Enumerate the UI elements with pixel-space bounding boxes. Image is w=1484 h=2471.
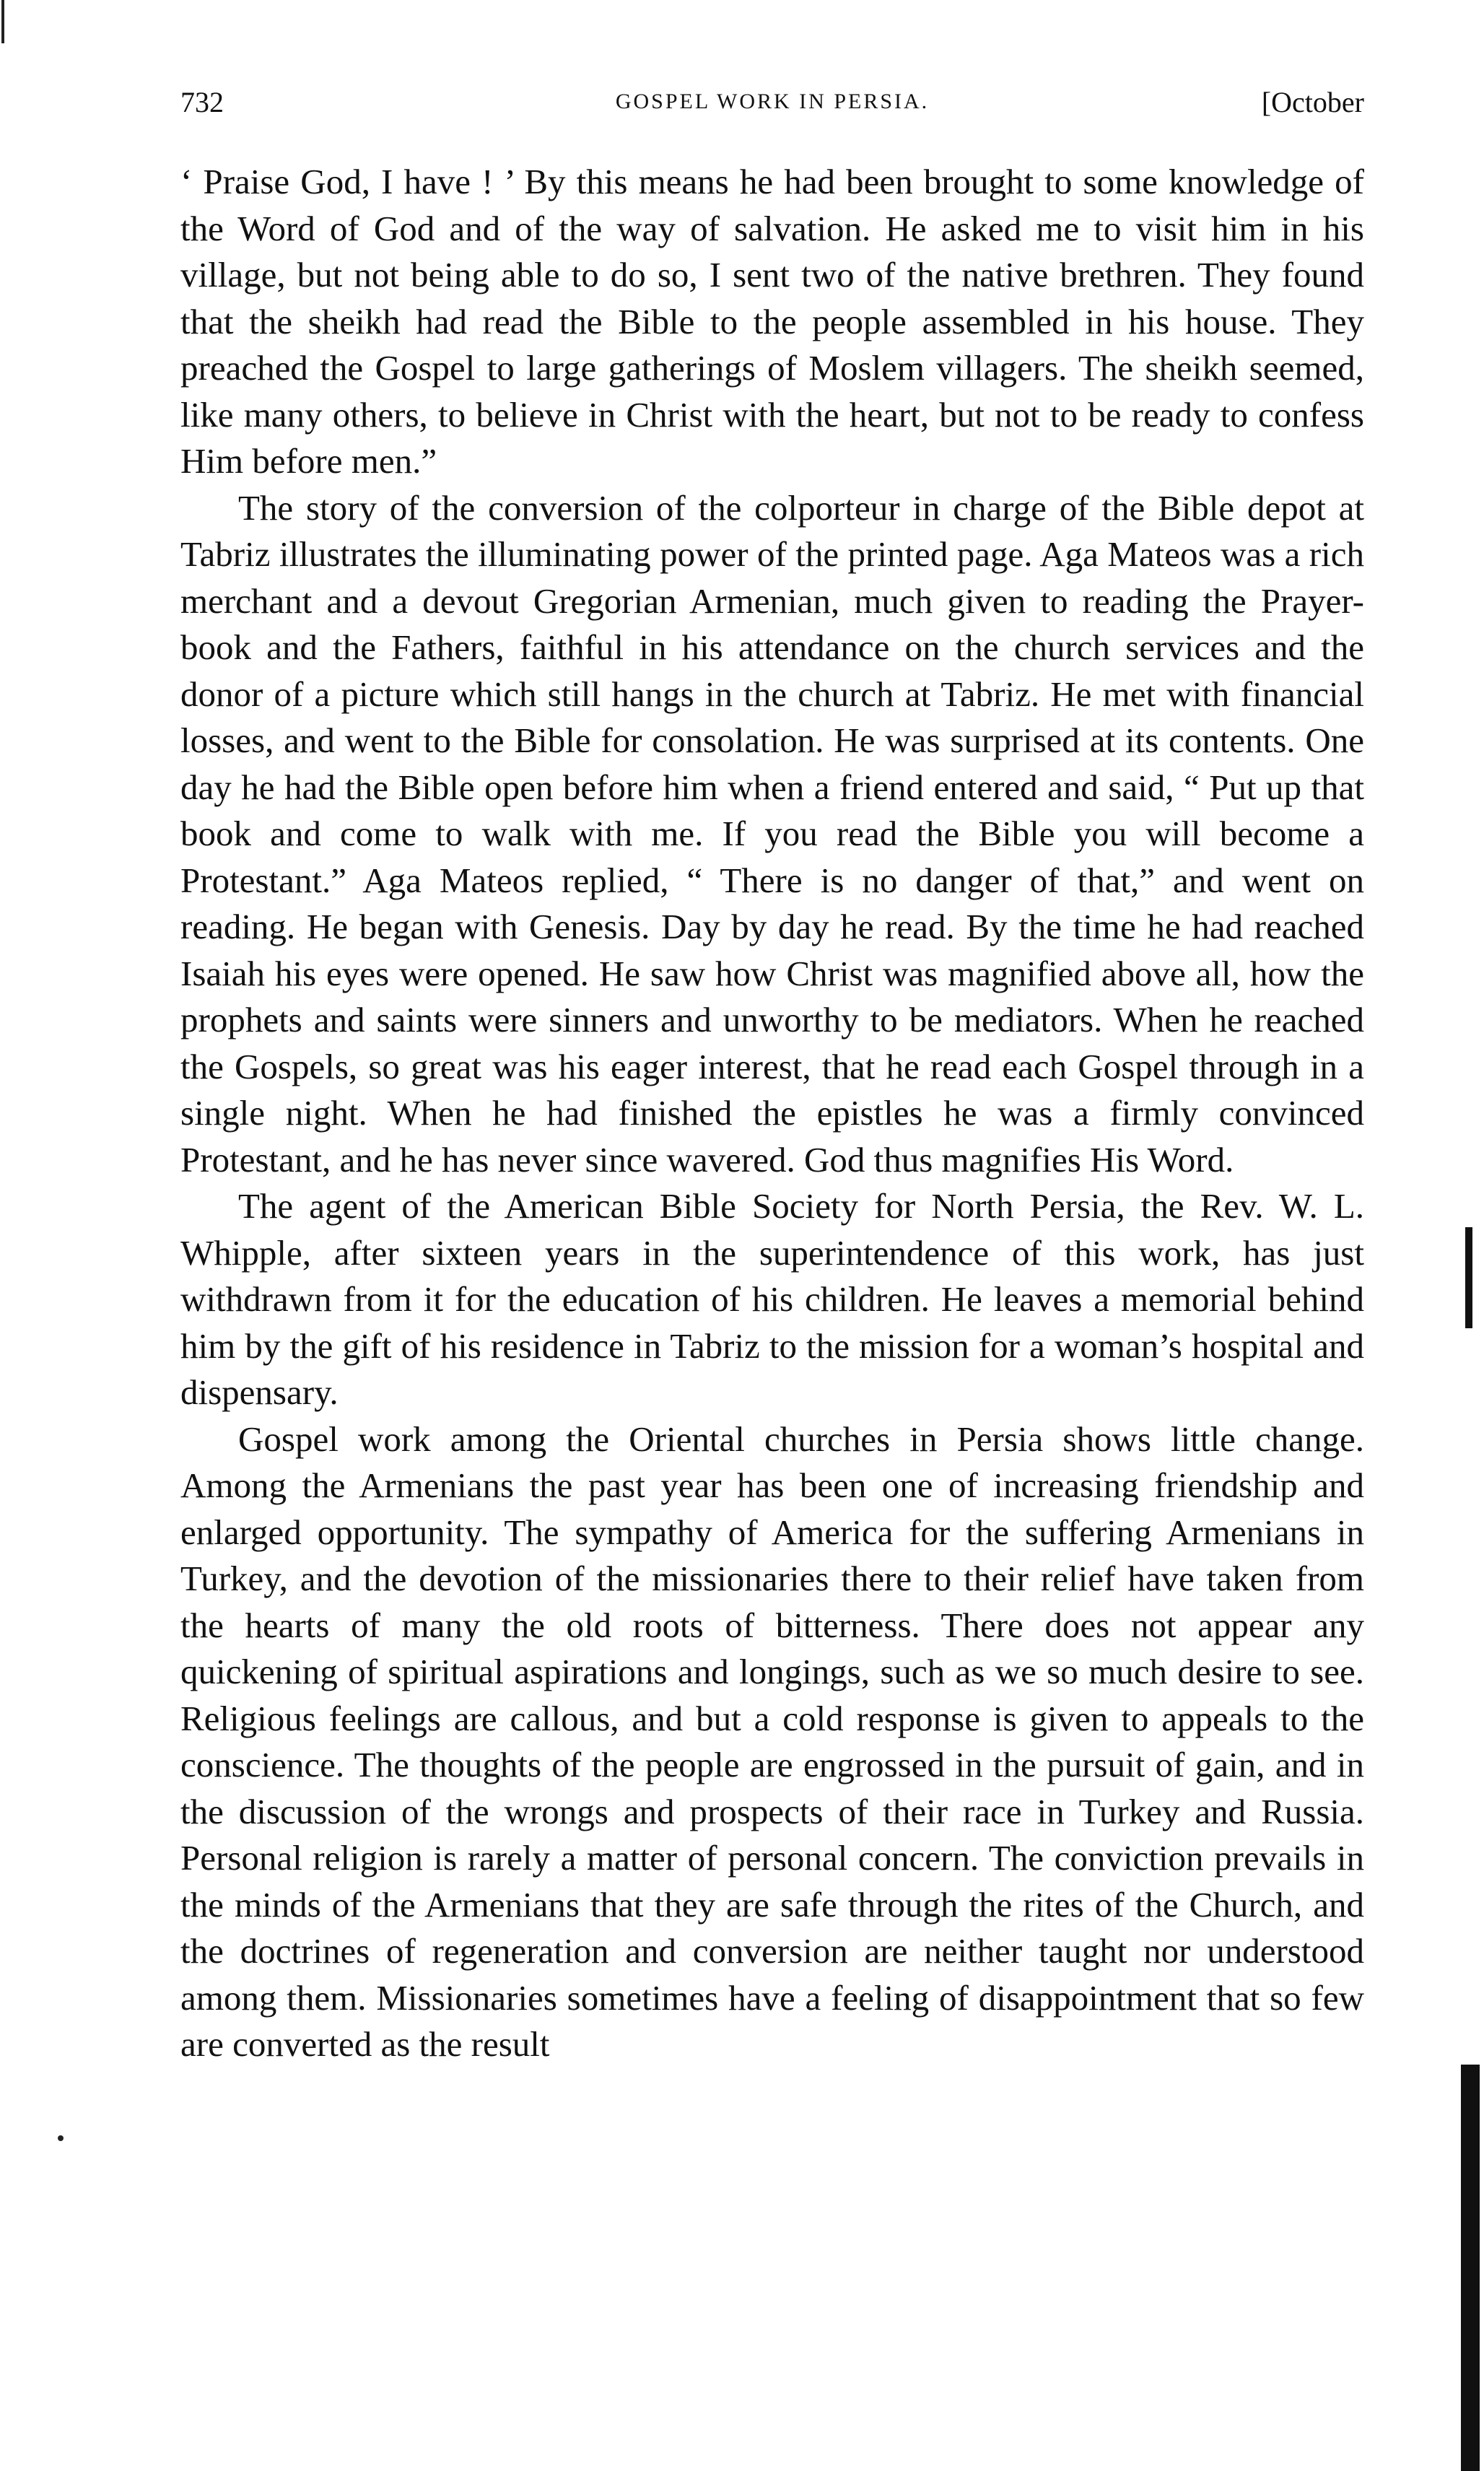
paragraph-2: The story of the conversion of the colporteur in charge of the Bible depot at Tabriz illustrates the illuminating power of the printed page. Aga Mateos was a rich merchant and a devout Gregorian Armenian, much given to reading the Prayer-book and the Fathers, faithful in his attendance on the church services and the donor of a picture which still hangs in the church at Tabriz. He met with financial losses, and went to the Bible for consolation. He was surprised at its contents. One day he had the Bible open before him when a friend entered and said, “ Put up that book and come to walk with me. If you read the Bible you will become a Protestant.” Aga Mateos replied, “ There is no danger of that,” and went on reading. He began with Genesis. Day by day he read. By the time he had reached Isaiah his eyes were opened. He saw how Christ was magnified above all, how the prophets and saints were sinners and unworthy to be mediators. When he reached the Gospels, so great was his eager interest, that he read each Gospel through in a single night. When he had finished the epistles he was a firmly convinced Protestant, and he has never since wavered. God thus magnifies His Word. xyxy=(180,487,1364,1180)
running-month: [October xyxy=(1261,86,1364,118)
body-text xyxy=(180,159,1364,2068)
running-title: GOSPEL WORK IN PERSIA. xyxy=(615,90,930,113)
paragraph-4: Gospel work among the Oriental churches in Persia shows little change. Among the Armenians the past year has been one of increasing friendship and enlarged opportunity. The sympathy of America for the suffering Armenians in Turkey, and the devotion of the missionaries there to their relief have taken from the hearts of many the old roots of bitterness. There does not appear any quickening of spiritual aspirations and longings, such as we so much desire to see. Religious feelings are callous, and but a cold response is given to appeals to the conscience. The thoughts of the people are engrossed in the pursuit of gain, and in the discussion of the wrongs and prospects of their race in Turkey and Russia. Personal religion is rarely a matter of personal concern. The conviction prevails in the minds of the Armenians that they are safe through the rites of the Church, and the doctrines of regeneration and conversion are neither taught nor understood among them. Missionaries sometimes have a feeling of disappointment that so few are converted as the result xyxy=(180,1418,1364,2064)
page-number: 732 xyxy=(180,86,224,118)
paragraph-3: The agent of the American Bible Society for North Persia, the Rev. W. L. Whipple, after sixteen years in the superintendence of this work, has just withdrawn from it for the education of his children. He leaves a memorial behind him by the gift of his residence in Tabriz to the mission for a woman’s hospital and dispensary. xyxy=(180,1186,1364,1412)
paragraph-1: ‘ Praise God, I have ! ’ By this means he had been brought to some knowledge of the Word of God and of the way of salvation. He asked me to visit him in his village, but not being able to do so, I sent two of the native brethren. They found that the sheikh had read the Bible to the people assembled in his house. They preached the Gospel to large gatherings of Moslem villagers. The sheikh seemed, like many others, to believe in Christ with the heart, but not to be ready to confess Him before men.” xyxy=(180,162,1364,481)
page-header xyxy=(180,85,1364,136)
binding-shadow-lower xyxy=(1461,2065,1480,2471)
scan-dot-left xyxy=(58,2135,64,2141)
scan-mark-top-left xyxy=(1,0,4,43)
binding-shadow xyxy=(1465,1227,1472,1328)
